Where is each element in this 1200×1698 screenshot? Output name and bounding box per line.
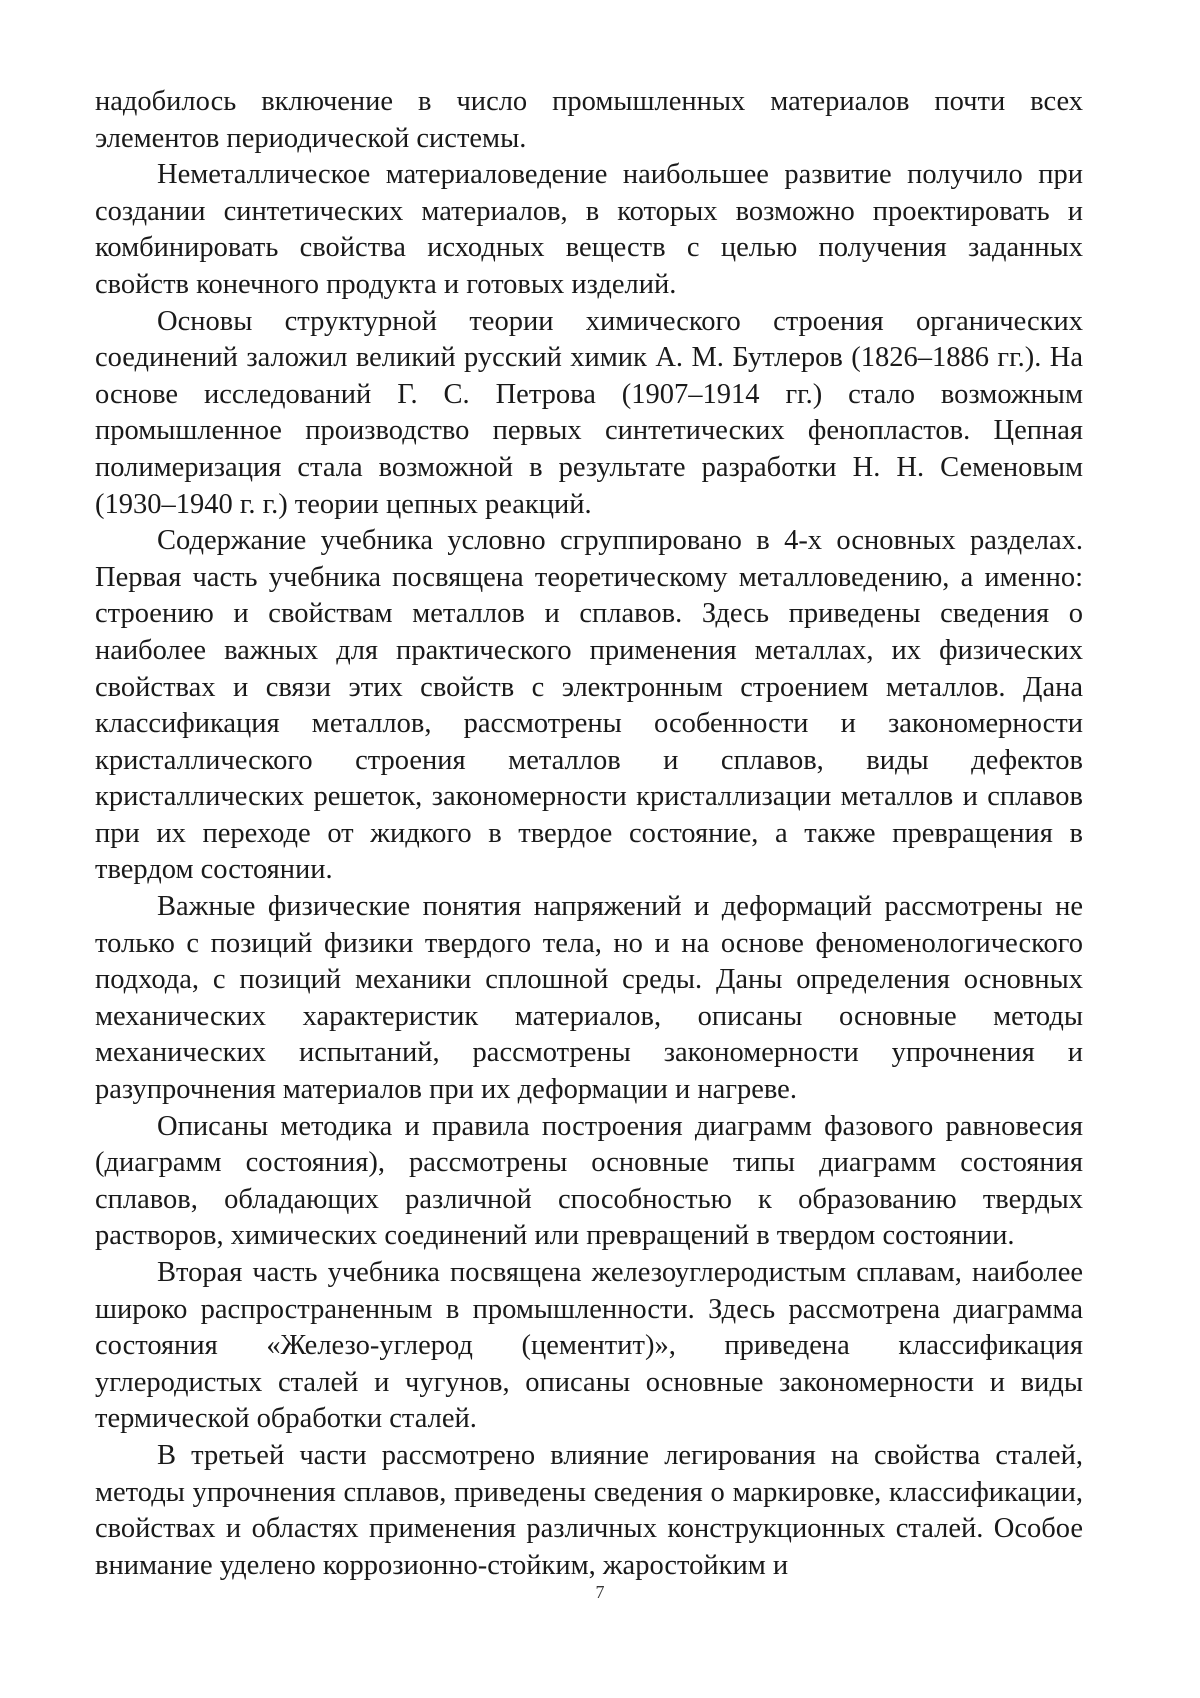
- paragraph-part-two: Вторая часть учебника посвящена железоуглеродистым сплавам, наиболее широко распространенным в промышленности. Здесь рассмотрена диаграмма состояния «Железо-углерод (цементит)», приведена классификация углеродистых сталей и чугунов, описаны основные закономерности и виды термической обработки сталей.: [95, 1257, 1083, 1435]
- paragraph-part-three: В третьей части рассмотрено влияние легирования на свойства сталей, методы упрочнения сплавов, приведены сведения о маркировке, классификации, свойствах и областях применения различных конструкционных сталей. Особое внимание уделено коррозионно-стойким, жаростойким и: [95, 1439, 1083, 1581]
- paragraph-phase-diagrams: Описаны методика и правила построения диаграмм фазового равновесия (диаграмм состояния), рассмотрены основные типы диаграмм состояния сплавов, обладающих различной способностью к образованию твердых растворов, химических соединений или превращений в твердом состоянии.: [95, 1110, 1083, 1252]
- paragraph-structural-theory: Основы структурной теории химического строения органических соединений заложил великий русский химик А. М. Бутлеров (1826–1886 гг.). На основе исследований Г. С. Петрова (1907–1914 гг.) стало возможным промышленное производство первых синтетических фенопластов. Цепная полимеризация стала возможной в результате разработки Н. Н. Семеновым (1930–1940 г. г.) теории цепных реакций.: [95, 305, 1083, 520]
- paragraph-continuation: надобилось включение в число промышленных материалов почти всех элементов периодической системы.: [95, 86, 1083, 154]
- paragraph-nonmetallic-materials: Неметаллическое материаловедение наибольшее развитие получило при создании синтетических материалов, в которых возможно проектировать и комбинировать свойства исходных веществ с целью получения заданных свойств конечного продукта и готовых изделий.: [95, 159, 1083, 300]
- page-number: 7: [595, 1582, 605, 1602]
- paragraph-stress-deformation: Важные физические понятия напряжений и деформаций рассмотрены не только с позиций физики твердого тела, но и на основе феноменологического подхода, с позиций механики сплошной среды. Даны определения основных механических характеристик материалов, описаны основные методы механических испытаний, рассмотрены закономерности упрочнения и разупрочнения материалов при их деформации и нагреве.: [95, 891, 1083, 1106]
- page-body: [95, 84, 1083, 1584]
- paragraph-textbook-contents: Содержание учебника условно сгруппировано в 4-х основных разделах. Первая часть учебника посвящена теоретическому металловедению, а именно: строению и свойствам металлов и сплавов. Здесь приведены сведения о наиболее важных для практического применения металлах, их физических свойствах и связи этих свойств с электронным строением металлов. Дана классификация металлов, рассмотрены особенности и закономерности кристаллического строения металлов и сплавов, виды дефектов кристаллических решеток, закономерности кристаллизации металлов и сплавов при их переходе от жидкого в твердое состояние, а также превращения в твердом состоянии.: [95, 525, 1083, 886]
